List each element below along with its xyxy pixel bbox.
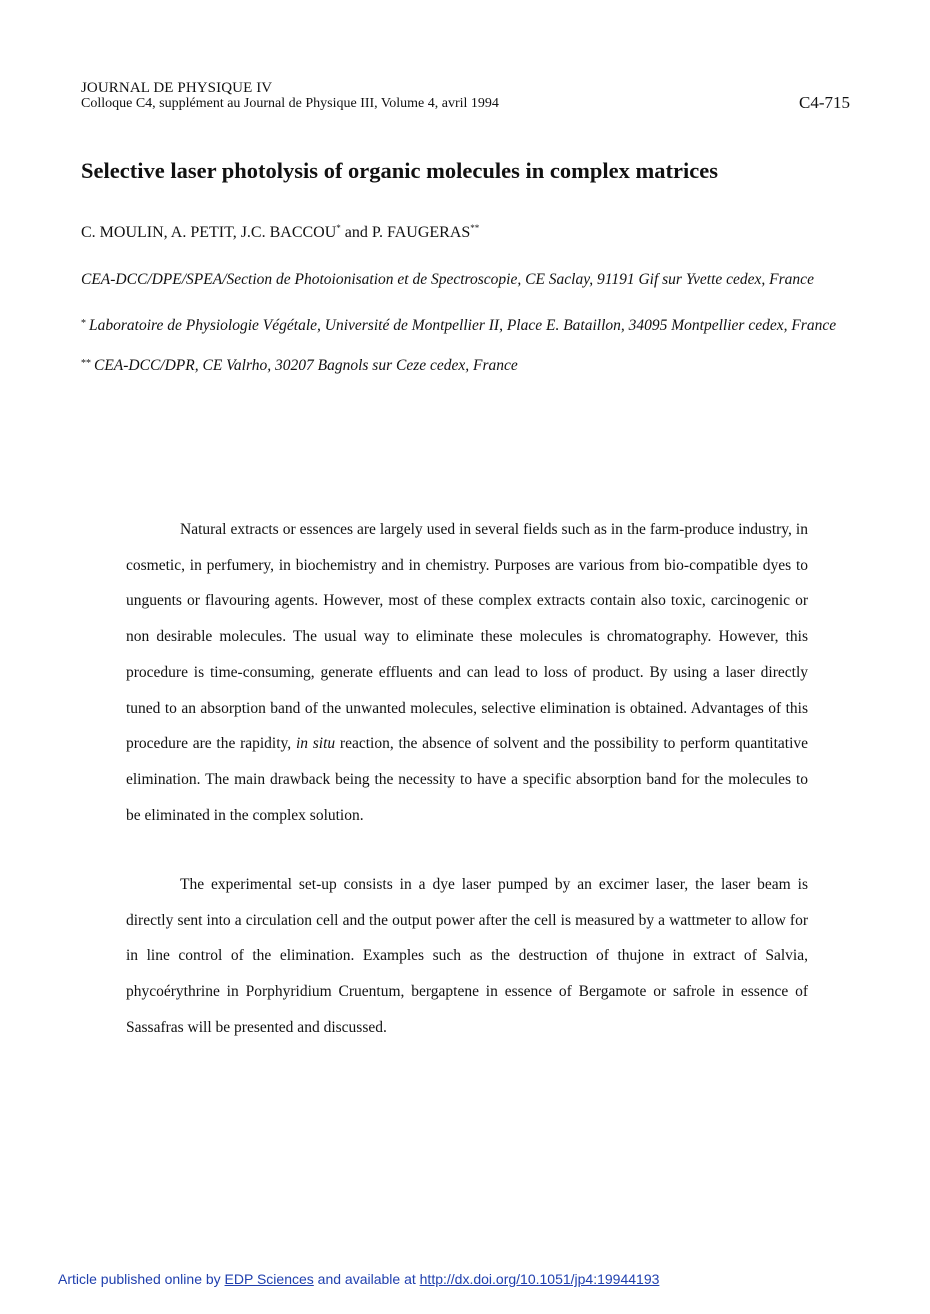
affiliation-2-text: Laboratoire de Physiologie Végétale, Université de Montpellier II, Place E. Bataillon, 34095 Montpellier cedex, France <box>89 317 837 334</box>
abstract-paragraph-2-text: The experimental set-up consists in a dye laser pumped by an excimer laser, the laser beam is directly sent into a circulation cell and the output power after the cell is measured by a wattmeter to allow for in line control of the elimination. Examples such as the destruction of thujone in extract of Salvia, phycoérythrine in Porphyridium Cruentum, bergaptene in essence of Bergamote or safrole in essence of Sassafras will be presented and discussed. <box>126 876 808 1036</box>
abstract-p1-italic: in situ <box>295 735 336 753</box>
abstract-paragraph-1-text <box>126 512 808 833</box>
publication-footer <box>58 1271 659 1287</box>
abstract-p1-part2: reaction, the absence of solvent and the possibility to perform quantitative elimination. The main drawback being the necessity to have a specific absorption band for the molecules to be eliminated in the complex solution. <box>126 735 809 824</box>
affiliation-1-text: CEA-DCC/DPE/SPEA/Section de Photoionisation et de Spectroscopie, CE Saclay, 91191 Gif sur Yvette cedex, France <box>81 271 814 288</box>
affiliation-2 <box>81 314 861 336</box>
affiliation-3 <box>81 354 861 376</box>
abstract-paragraph-2 <box>126 867 808 1046</box>
page-number: C4-715 <box>799 93 850 112</box>
affiliation-3-mark: ** <box>81 358 91 369</box>
footer-prefix: Article published online by <box>58 1271 225 1287</box>
abstract-paragraph-1 <box>126 512 808 833</box>
affiliation-3-text: CEA-DCC/DPR, CE Valrho, 30207 Bagnols sur Ceze cedex, France <box>94 357 518 374</box>
authors-and: and P. FAUGERAS <box>340 224 471 241</box>
paper-title: Selective laser photolysis of organic molecules in complex matrices <box>81 158 718 183</box>
abstract-p1-part1: Natural extracts or essences are largely used in several fields such as in the farm-produce industry, in cosmetic, in perfumery, in biochemistry and in chemistry. Purposes are various from bio-compatible dyes to unguents or flavouring agents. However, most of these complex extracts contain also toxic, carcinogenic or non desirable molecules. The usual way to eliminate these molecules is chromatography. However, this procedure is time-consuming, generate effluents and can lead to loss of product. By using a laser directly tuned to an absorption band of the unwanted molecules, selective elimination is obtained. Advantages of this procedure are the rapidity, <box>126 521 808 753</box>
authors-names: C. MOULIN, A. PETIT, J.C. BACCOU <box>81 224 337 241</box>
affiliation-1 <box>81 270 861 290</box>
author-list <box>81 223 479 242</box>
doi-link[interactable]: http://dx.doi.org/10.1051/jp4:19944193 <box>419 1271 660 1287</box>
affiliation-2-mark: * <box>81 318 86 329</box>
author-mark-1: * <box>336 223 341 233</box>
journal-subtitle: Colloque C4, supplément au Journal de Physique III, Volume 4, avril 1994 <box>81 96 499 111</box>
author-mark-2: ** <box>470 223 480 233</box>
footer-middle: and available at <box>313 1271 420 1287</box>
journal-name: JOURNAL DE PHYSIQUE IV <box>81 80 273 96</box>
publisher-link[interactable]: EDP Sciences <box>224 1271 314 1287</box>
